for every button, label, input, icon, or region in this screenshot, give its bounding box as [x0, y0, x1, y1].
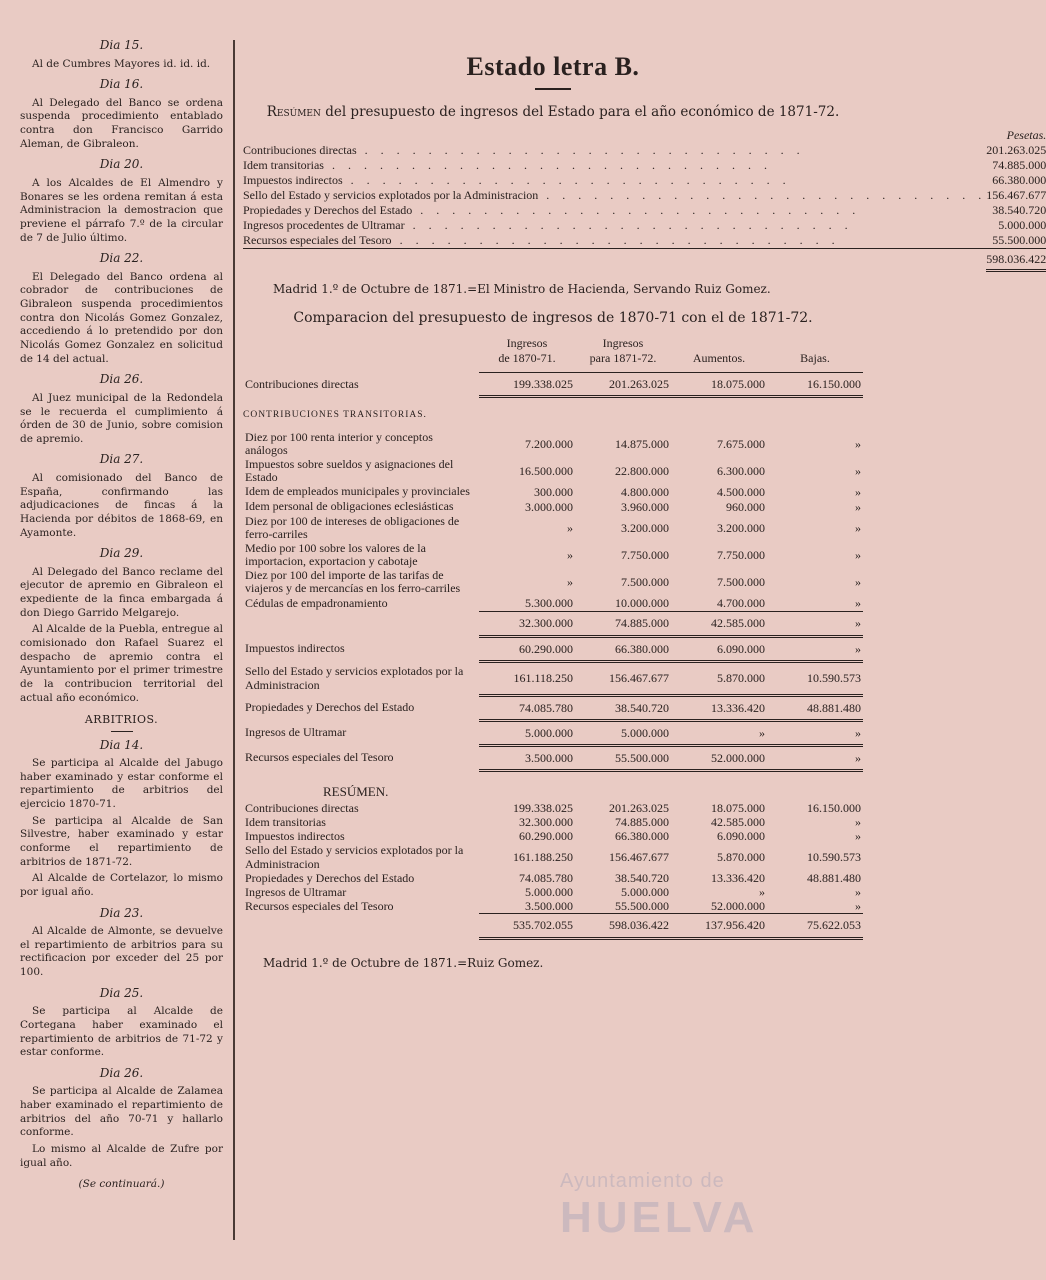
cell-d: 10.590.573 [807, 849, 861, 864]
notice-paragraph: Se participa al Alcalde de Cortegana haber examinado el repartimiento de arbitrios de 71-72 y estar conforme. [20, 1005, 223, 1059]
row-label: Contribuciones directas [245, 800, 359, 815]
notice-paragraph: Al comisionado del Banco de España, confirmando las adjudicaciones de fincas á la Hacienda por débitos de 1868-69, en Ayamonte. [20, 472, 223, 539]
leader-dots: . . . . . . . . . . . . . . . . . . . . . . . . . . . . [538, 187, 987, 202]
cell-d: 16.150.000 [767, 372, 863, 396]
day-heading: Dia 23. [99, 905, 144, 920]
row-label: Ingresos de Ultramar [245, 725, 347, 740]
summary-table [243, 128, 1046, 272]
cell-c: 5.870.000 [717, 849, 765, 864]
cell-a: 161.188.250 [513, 849, 573, 864]
summary-row [243, 188, 1046, 203]
cell-d: » [855, 898, 861, 913]
transitorias-total-row [243, 611, 863, 636]
resumen-row [243, 899, 863, 914]
summary-label [243, 233, 986, 249]
row-label: Impuestos indirectos [245, 641, 345, 656]
cell-c: 13.336.420 [671, 695, 767, 720]
resumen-row [243, 885, 863, 899]
cell-d: » [767, 611, 863, 636]
grand-total-row [243, 913, 863, 938]
transitoria-row [243, 431, 863, 458]
cell-b: 55.500.000 [615, 898, 669, 913]
cell-c: 3.200.000 [717, 520, 765, 535]
summary-row [243, 233, 1046, 249]
cell-c: 18.075.000 [671, 372, 767, 396]
cell-a: 199.338.025 [513, 800, 573, 815]
row-label: Diez por 100 del importe de las tarifas de viajeros y de mercancías en los ferro-carriles [245, 567, 461, 595]
cell-d: » [855, 828, 861, 843]
cell-b: 3.960.000 [621, 499, 669, 514]
row-label: Medio por 100 sobre los valores de la importacion, exportacion y cabotaje [245, 540, 426, 568]
cell-d: » [855, 884, 861, 899]
summary-total: 598.036.422 [986, 248, 1046, 270]
row-label: Contribuciones directas [245, 377, 359, 391]
notice-paragraph: Al Delegado del Banco reclame del ejecutor de apremio en Gibraleon el expediente de la finca embargada á don Diego Garrido Melgarejo. [20, 565, 223, 619]
archive-watermark [560, 1170, 820, 1250]
cell-b: 5.000.000 [621, 884, 669, 899]
cell-d: » [767, 720, 863, 745]
directas-row [243, 372, 863, 396]
continuara-note: (Se continuará.) [78, 1178, 165, 1191]
cell-c: 7.750.000 [717, 547, 765, 562]
notice-paragraph: Al de Cumbres Mayores id. id. id. [32, 57, 211, 70]
resumen-title: RESÚMEN. [323, 783, 389, 799]
cell-b: 55.500.000 [575, 745, 671, 770]
transitoria-row [243, 596, 863, 612]
transitoria-row [243, 500, 863, 515]
cell-a: 3.500.000 [479, 745, 575, 770]
cell-b: 598.036.422 [575, 913, 671, 938]
cell-b: 156.467.677 [609, 849, 669, 864]
day-heading: Dia 22. [99, 251, 144, 266]
left-blocks [20, 38, 223, 705]
summary-label [243, 188, 986, 203]
resumen-row [243, 815, 863, 829]
right-column [243, 52, 1046, 970]
summary-label-text: Propiedades y Derechos del Estado [243, 202, 413, 217]
income-row [243, 636, 863, 661]
notice-paragraph: Se participa al Alcalde de San Silvestre, haber examinado y estar conforme el repartimiento de arbitrios de 1871-72. [20, 814, 223, 868]
notice-paragraph: Al Alcalde de Almonte, se devuelve el repartimiento de arbitrios para su rectificacion por exceder del 25 por 100. [20, 925, 223, 979]
cell-a: 74.085.780 [519, 870, 573, 885]
cell-a: 60.290.000 [479, 636, 575, 661]
summary-value: 38.540.720 [992, 202, 1046, 217]
subtitle-resumen: Resúmen [266, 103, 321, 120]
cell-b: 201.263.025 [609, 800, 669, 815]
summary-label-text: Impuestos indirectos [243, 172, 343, 187]
cell-c: 18.075.000 [711, 800, 765, 815]
transitoria-row [243, 542, 863, 569]
summary-label-text: Idem transitorias [243, 157, 324, 172]
income-row [243, 695, 863, 720]
cell-b: 7.500.000 [621, 574, 669, 589]
summary-label-text: Ingresos procedentes de Ultramar [243, 217, 405, 232]
row-label: Recursos especiales del Tesoro [245, 750, 394, 765]
row-label: Sello del Estado y servicios explotados por la Administracion [245, 842, 464, 871]
transitorias-heading-row [243, 396, 863, 431]
left-column [20, 32, 223, 1192]
watermark-line2: HUELVA [560, 1193, 759, 1242]
cell-d: » [855, 436, 861, 451]
notice-paragraph: Al Delegado del Banco se ordena suspenda procedimiento entablado contra don Francisco Garrido Aleman, de Gibraleon. [20, 96, 223, 150]
summary-value: 5.000.000 [998, 217, 1046, 232]
day-heading: Dia 14. [99, 737, 144, 752]
row-label: Idem personal de obligaciones eclesiásticas [245, 499, 454, 514]
day-heading: Dia 20. [99, 157, 144, 172]
notice-paragraph: A los Alcaldes de El Almendro y Bonares se les ordena remitan á esta Administracion la demostracion que previene el párrafo 7.º de la circular de 7 de Julio último. [20, 176, 223, 244]
row-label: Diez por 100 renta interior y conceptos análogos [245, 429, 433, 457]
cell-a: 300.000 [534, 484, 573, 499]
summary-label [243, 173, 986, 188]
row-label: Propiedades y Derechos del Estado [245, 700, 415, 715]
cell-c: 4.700.000 [717, 595, 765, 610]
transitorias-title: CONTRIBUCIONES TRANSITORIAS. [243, 409, 427, 420]
summary-label [243, 203, 986, 218]
cell-d: » [855, 499, 861, 514]
cell-c: 960.000 [726, 499, 765, 514]
day-heading: Dia 26. [99, 1065, 144, 1080]
cell-d: » [855, 463, 861, 478]
cell-b: 66.380.000 [575, 636, 671, 661]
summary-label-text: Sello del Estado y servicios explotados por la Administracion [243, 187, 539, 202]
signature-2: Madrid 1.º de Octubre de 1871.=Ruiz Gomez. [263, 955, 544, 970]
cell-d: 75.622.053 [767, 913, 863, 938]
leader-dots: . . . . . . . . . . . . . . . . . . . . . . . . . . . . [342, 172, 791, 187]
income-row [243, 720, 863, 745]
cell-d: 10.590.573 [767, 661, 863, 695]
cell-d: » [855, 574, 861, 589]
cell-a: 535.702.055 [479, 913, 575, 938]
row-label: Ingresos de Ultramar [245, 884, 347, 899]
income-row [243, 745, 863, 770]
resumen-heading-row [243, 770, 863, 801]
summary-value: 55.500.000 [992, 232, 1046, 247]
summary-label-text: Contribuciones directas [243, 142, 357, 157]
day-heading: Dia 25. [99, 985, 144, 1000]
day-heading: Dia 15. [99, 38, 144, 52]
cell-c: 52.000.000 [671, 745, 767, 770]
cell-a: 161.118.250 [479, 661, 575, 695]
row-label: Diez por 100 de intereses de obligaciones de ferro-carriles [245, 513, 460, 541]
summary-label [243, 143, 986, 158]
cell-d: » [767, 745, 863, 770]
transitoria-row [243, 515, 863, 542]
summary-value: 66.380.000 [992, 172, 1046, 187]
cell-b: 38.540.720 [615, 870, 669, 885]
row-label: Sello del Estado y servicios explotados por la Administracion [245, 664, 464, 692]
cell-d: » [767, 636, 863, 661]
cell-b: 74.885.000 [615, 814, 669, 829]
cell-a: 32.300.000 [519, 814, 573, 829]
cell-c: » [671, 720, 767, 745]
summary-row [243, 203, 1046, 218]
cell-b: 66.380.000 [615, 828, 669, 843]
row-label: Cédulas de empadronamiento [245, 595, 388, 610]
signature-1: Madrid 1.º de Octubre de 1871.=El Ministro de Hacienda, Servando Ruiz Gomez. [273, 281, 771, 296]
resumen-row [243, 829, 863, 843]
cell-a: 3.000.000 [525, 499, 573, 514]
cell-d: » [855, 595, 861, 610]
summary-value: 74.885.000 [992, 157, 1046, 172]
summary-label-text: Recursos especiales del Tesoro [243, 232, 392, 247]
cell-a: 5.300.000 [525, 595, 573, 610]
cell-a: 32.300.000 [479, 611, 575, 636]
cell-b: 156.467.677 [575, 661, 671, 695]
resumen-row [243, 801, 863, 815]
income-row [243, 661, 863, 695]
cell-b: 201.263.025 [575, 372, 671, 396]
col-header-1871: Ingresos para 1871-72. [575, 336, 671, 373]
day-heading: Dia 27. [99, 452, 144, 467]
cell-a: 3.500.000 [525, 898, 573, 913]
arbitrios-rule [111, 731, 133, 732]
col-header-aumentos: Aumentos. [671, 336, 767, 373]
summary-row [243, 218, 1046, 233]
cell-c: 7.500.000 [717, 574, 765, 589]
row-label: Idem de empleados municipales y provinciales [245, 484, 470, 499]
summary-label [243, 158, 986, 173]
day-heading: Dia 16. [99, 77, 144, 92]
cell-b: 38.540.720 [575, 695, 671, 720]
summary-total-row [243, 248, 1046, 270]
cell-d: 48.881.480 [767, 695, 863, 720]
cell-d: 48.881.480 [807, 870, 861, 885]
cell-c: 4.500.000 [717, 484, 765, 499]
cell-b: 22.800.000 [615, 463, 669, 478]
cell-a: » [567, 520, 573, 535]
summary-subtitle [243, 104, 863, 120]
summary-label [243, 218, 986, 233]
row-label: Impuestos sobre sueldos y asignaciones del Estado [245, 456, 454, 484]
cell-a: » [567, 547, 573, 562]
cell-a: 5.000.000 [525, 884, 573, 899]
cell-b: 3.200.000 [621, 520, 669, 535]
row-label: Impuestos indirectos [245, 828, 345, 843]
cell-a: 60.290.000 [519, 828, 573, 843]
arbitrios-title: ARBITRIOS. [84, 713, 159, 727]
cell-a: » [567, 574, 573, 589]
cell-c: 6.090.000 [717, 828, 765, 843]
row-label: Idem transitorias [245, 814, 326, 829]
leader-dots: . . . . . . . . . . . . . . . . . . . . . . . . . . . . [412, 202, 861, 217]
leader-dots: . . . . . . . . . . . . . . . . . . . . . . . . . . . . [391, 232, 840, 247]
cell-c: » [759, 884, 765, 899]
cell-b: 74.885.000 [575, 611, 671, 636]
summary-row [243, 173, 1046, 188]
cell-b: 10.000.000 [615, 595, 669, 610]
cell-c: 42.585.000 [711, 814, 765, 829]
cell-a: 16.500.000 [519, 463, 573, 478]
page-title: Estado letra B. [466, 52, 640, 81]
notice-paragraph: Se participa al Alcalde del Jabugo haber examinado y estar conforme el repartimiento de arbitrios del ejercicio 1870-71. [20, 757, 223, 811]
cell-c: 52.000.000 [711, 898, 765, 913]
arbitrios-blocks [20, 738, 223, 1171]
title-rule [535, 88, 571, 90]
cell-a: 5.000.000 [479, 720, 575, 745]
cell-c: 6.090.000 [671, 636, 767, 661]
notice-paragraph: Al Alcalde de Cortelazor, lo mismo por igual año. [20, 872, 223, 898]
day-heading: Dia 26. [99, 372, 144, 387]
row-label: Propiedades y Derechos del Estado [245, 870, 415, 885]
summary-value: 156.467.677 [986, 187, 1046, 202]
cell-a: 199.338.025 [479, 372, 575, 396]
currency-header: Pesetas. [1006, 127, 1046, 142]
notice-paragraph: Al Alcalde de la Puebla, entregue al comisionado don Rafael Suarez el despacho de apremio contra el Ayuntamiento por el primer trimestre de la contribucion territorial del actual año económico. [20, 623, 223, 704]
summary-row [243, 158, 1046, 173]
cell-c: 5.870.000 [671, 661, 767, 695]
cell-a: 7.200.000 [525, 436, 573, 451]
notice-paragraph: El Delegado del Banco ordena al cobrador de contribuciones de Gibraleon suspenda procedimientos contra don Nicolás Gomez Gonzalez, accediendo á lo pretendido por don Nicolás Gomez Gonzalez en solicitud de 14 del actual. [20, 270, 223, 365]
subtitle-rest: del presupuesto de ingresos del Estado para el año económico de 1871-72. [325, 103, 840, 120]
cell-c: 7.675.000 [717, 436, 765, 451]
leader-dots: . . . . . . . . . . . . . . . . . . . . . . . . . . . . [323, 157, 772, 172]
row-label: Recursos especiales del Tesoro [245, 898, 394, 913]
cell-d: » [855, 520, 861, 535]
comparison-table [243, 336, 863, 940]
notice-paragraph: Lo mismo al Alcalde de Zufre por igual año. [20, 1142, 223, 1169]
day-heading: Dia 29. [99, 546, 144, 561]
column-divider [233, 40, 235, 1240]
cell-d: » [855, 547, 861, 562]
transitoria-row [243, 485, 863, 500]
notice-paragraph: Al Juez municipal de la Redondela se le recuerda el cumplimiento á órden de 30 de Junio, sobre comision de apremio. [20, 391, 223, 445]
summary-row [243, 143, 1046, 158]
transitoria-row [243, 458, 863, 485]
cell-c: 6.300.000 [717, 463, 765, 478]
resumen-row [243, 843, 863, 871]
cell-d: 16.150.000 [807, 800, 861, 815]
cell-b: 7.750.000 [621, 547, 669, 562]
cell-b: 14.875.000 [615, 436, 669, 451]
col-header-1870: Ingresos de 1870-71. [479, 336, 575, 373]
notice-paragraph: Se participa al Alcalde de Zalamea haber examinado el repartimiento de arbitrios del año 70-71 y hallarlo conforme. [20, 1085, 223, 1139]
cell-c: 137.956.420 [671, 913, 767, 938]
comparison-title: Comparacion del presupuesto de ingresos de 1870-71 con el de 1871-72. [293, 309, 813, 326]
summary-value: 201.263.025 [986, 142, 1046, 157]
cell-b: 5.000.000 [575, 720, 671, 745]
cell-c: 42.585.000 [671, 611, 767, 636]
col-header-bajas: Bajas. [767, 336, 863, 373]
watermark-line1: Ayuntamiento de [560, 1170, 725, 1192]
cell-b: 4.800.000 [621, 484, 669, 499]
transitoria-row [243, 569, 863, 596]
cell-c: 13.336.420 [711, 870, 765, 885]
leader-dots: . . . . . . . . . . . . . . . . . . . . . . . . . . . . [356, 142, 805, 157]
resumen-row [243, 871, 863, 885]
cell-d: » [855, 814, 861, 829]
cell-a: 74.085.780 [479, 695, 575, 720]
leader-dots: . . . . . . . . . . . . . . . . . . . . . . . . . . . . [404, 217, 853, 232]
cell-d: » [855, 484, 861, 499]
